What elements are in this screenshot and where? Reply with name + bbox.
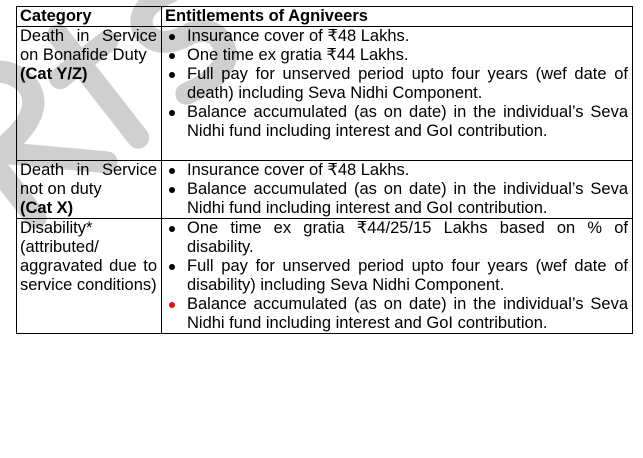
category-code: (Cat Y/Z) [20,65,88,83]
table-row [17,27,633,161]
list-item: Balance accumulated (as on date) in the individual’s Seva Nidhi fund including interest and GoI contribution. [165,103,628,141]
list-item: Full pay for unserved period upto four years (wef date of disability) including Seva Nidhi Component. [165,257,628,295]
list-item: Full pay for unserved period upto four years (wef date of death) including Seva Nidhi Component. [165,65,628,103]
list-item: Insurance cover of ₹48 Lakhs. [165,161,628,180]
table-row [17,161,633,219]
category-cell [17,219,162,334]
list-item: Insurance cover of ₹48 Lakhs. [165,27,628,46]
header-entitlements: Entitlements of Agniveers [162,7,633,27]
list-item: One time ex gratia ₹44/25/15 Lakhs based on % of disability. [165,219,628,257]
category-code: (Cat X) [20,199,74,217]
entitlements-list [165,161,628,218]
list-item: One time ex gratia ₹44 Lakhs. [165,46,628,65]
entitlements-list [165,27,628,141]
entitlements-cell [162,161,633,219]
category-cell [17,27,162,161]
table-row [17,219,633,334]
entitlements-cell [162,219,633,334]
header-row [17,7,633,27]
list-item: Balance accumulated (as on date) in the individual’s Seva Nidhi fund including interest and GoI contribution. [165,295,628,333]
header-category: Category [17,7,162,27]
category-label: Disability* (attributed/ aggravated due to service conditions) [20,219,157,294]
category-label: Death in Service on Bonafide Duty [20,27,157,64]
entitlements-list [165,219,628,333]
category-cell [17,161,162,219]
entitlements-table [16,6,633,334]
category-label: Death in Service not on duty [20,161,157,198]
list-item: Balance accumulated (as on date) in the individual’s Seva Nidhi fund including interest and GoI contribution. [165,180,628,218]
entitlements-cell [162,27,633,161]
